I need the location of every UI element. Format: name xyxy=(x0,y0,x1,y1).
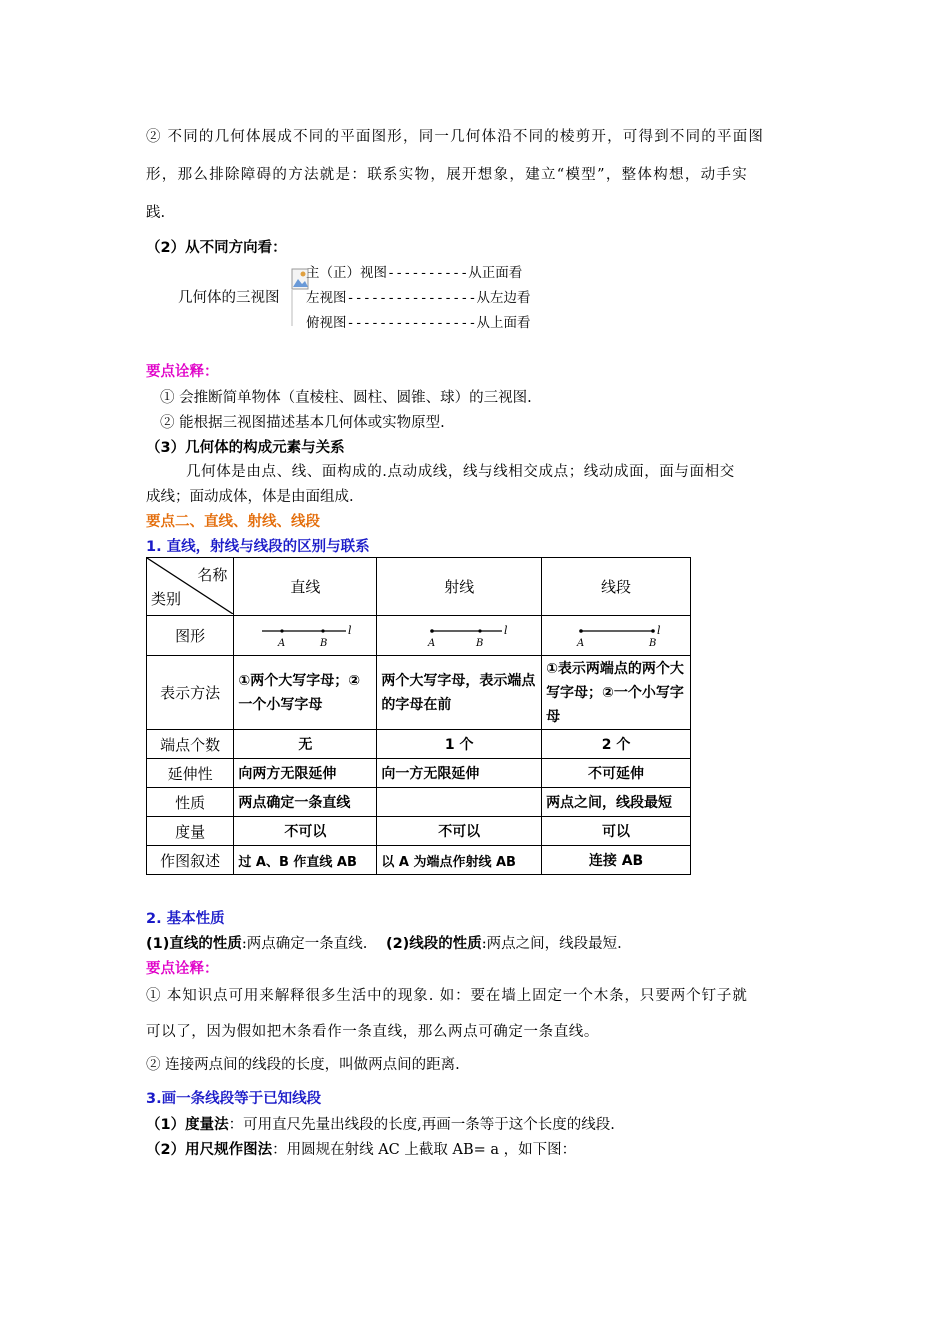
property-label: (1)直线的性质 xyxy=(146,936,242,952)
note-item: ② 能根据三视图描述基本几何体或实物原型. xyxy=(160,415,445,431)
view-line: 俯视图----------------从上面看 xyxy=(306,315,531,331)
row-label: 图形 xyxy=(147,616,234,656)
table-cell: 两个大写字母，表示端点的字母在前 xyxy=(377,656,542,730)
row-label: 端点个数 xyxy=(147,730,234,759)
ray-figure-cell xyxy=(377,616,542,656)
table-cell xyxy=(377,788,542,817)
method-label: （1）度量法 xyxy=(146,1117,229,1133)
table-row xyxy=(147,656,691,730)
property-text: :两点之间，线段最短. xyxy=(481,936,622,952)
paragraph-line: 几何体是由点、线、面构成的.点动成线，线与线相交成点；线动成面，面与面相交 xyxy=(186,464,735,480)
point-label: A xyxy=(428,637,436,649)
table-row xyxy=(147,788,691,817)
line-label: l xyxy=(348,623,352,637)
row-label: 作图叙述 xyxy=(147,846,234,875)
table-cell: 可以 xyxy=(542,817,691,846)
table-row xyxy=(147,759,691,788)
table-cell: 不可延伸 xyxy=(542,759,691,788)
table-row xyxy=(147,846,691,875)
corner-cell xyxy=(147,558,234,616)
table-header-row xyxy=(147,558,691,616)
item-title: 3.画一条线段等于已知线段 xyxy=(146,1091,322,1107)
table-cell: ①两个大写字母；②一个小写字母 xyxy=(234,656,377,730)
comparison-table xyxy=(146,557,691,875)
section-heading: （2）从不同方向看： xyxy=(146,240,287,256)
table-cell: 向一方无限延伸 xyxy=(377,759,542,788)
table-cell: 不可以 xyxy=(234,817,377,846)
line-label: l xyxy=(657,623,661,637)
table-cell: 1 个 xyxy=(377,730,542,759)
table-cell: 不可以 xyxy=(377,817,542,846)
table-cell: 以 A 为端点作射线 AB xyxy=(377,846,542,875)
corner-top-label: 名称 xyxy=(197,566,228,584)
paragraph-line: 成线；面动成体，体是由面组成. xyxy=(146,489,354,505)
table-cell: 2 个 xyxy=(542,730,691,759)
paragraph-line: 形，那么排除障碍的方法就是：联系实物，展开想象，建立“模型”，整体构想，动手实 xyxy=(146,167,749,183)
table-row xyxy=(147,817,691,846)
point-label: B xyxy=(476,637,484,649)
item-title: 1. 直线，射线与线段的区别与联系 xyxy=(146,539,370,555)
method-text: ：用圆规在射线 AC 上截取 AB= a ，如下图： xyxy=(272,1142,577,1158)
point-label: B xyxy=(649,637,657,649)
table-cell: 过 A、B 作直线 AB xyxy=(234,846,377,875)
view-line: 左视图----------------从左边看 xyxy=(306,290,531,306)
table-cell: 向两方无限延伸 xyxy=(234,759,377,788)
note-item: ① 会推断简单物体（直棱柱、圆柱、圆锥、球）的三视图. xyxy=(160,390,532,406)
paragraph-line: 践. xyxy=(146,205,166,221)
point-label: B xyxy=(320,637,328,649)
properties-line xyxy=(146,932,622,953)
section-heading: （3）几何体的构成元素与关系 xyxy=(146,440,345,456)
column-header: 射线 xyxy=(377,558,542,616)
note-title: 要点诠释： xyxy=(146,364,219,380)
column-header: 直线 xyxy=(234,558,377,616)
column-header: 线段 xyxy=(542,558,691,616)
row-label: 度量 xyxy=(147,817,234,846)
table-cell: 连接 AB xyxy=(542,846,691,875)
row-label: 表示方法 xyxy=(147,656,234,730)
row-label: 性质 xyxy=(147,788,234,817)
ray-figure xyxy=(394,621,524,651)
method-text: ：可用直尺先量出线段的长度,再画一条等于这个长度的线段. xyxy=(228,1117,615,1133)
row-label: 延伸性 xyxy=(147,759,234,788)
property-text: :两点确定一条直线. xyxy=(241,936,368,952)
method-line xyxy=(146,1138,576,1159)
note-line: 可以了，因为假如把木条看作一条直线，那么两点可确定一条直线。 xyxy=(146,1024,599,1040)
three-view-label: 几何体的三视图 xyxy=(178,290,280,306)
point-label: A xyxy=(577,637,585,649)
segment-figure-cell xyxy=(542,616,691,656)
table-cell: 两点之间，线段最短 xyxy=(542,788,691,817)
line-label: l xyxy=(504,623,508,637)
property-label: (2)线段的性质 xyxy=(385,936,482,952)
method-line xyxy=(146,1113,615,1134)
point-label: A xyxy=(278,637,286,649)
table-row xyxy=(147,730,691,759)
note-title: 要点诠释： xyxy=(146,961,219,977)
table-row xyxy=(147,616,691,656)
note-line: ② 连接两点间的线段的长度，叫做两点间的距离. xyxy=(146,1057,460,1073)
item-title: 2. 基本性质 xyxy=(146,911,225,927)
table-cell: 两点确定一条直线 xyxy=(234,788,377,817)
segment-figure xyxy=(551,621,681,651)
paragraph-line: ② 不同的几何体展成不同的平面图形，同一几何体沿不同的棱剪开，可得到不同的平面图 xyxy=(146,129,765,145)
corner-bottom-label: 类别 xyxy=(151,590,182,608)
table-cell: ①表示两端点的两个大写字母；②一个小写字母 xyxy=(542,656,691,730)
line-figure-cell xyxy=(234,616,377,656)
line-figure xyxy=(240,621,370,651)
view-line: 主（正）视图----------从正面看 xyxy=(306,265,523,281)
table-cell: 无 xyxy=(234,730,377,759)
point-title: 要点二、直线、射线、线段 xyxy=(146,514,320,530)
note-line: ① 本知识点可用来解释很多生活中的现象. 如：要在墙上固定一个木条，只要两个钉子就 xyxy=(146,988,748,1004)
method-label: （2）用尺规作图法 xyxy=(146,1142,273,1158)
